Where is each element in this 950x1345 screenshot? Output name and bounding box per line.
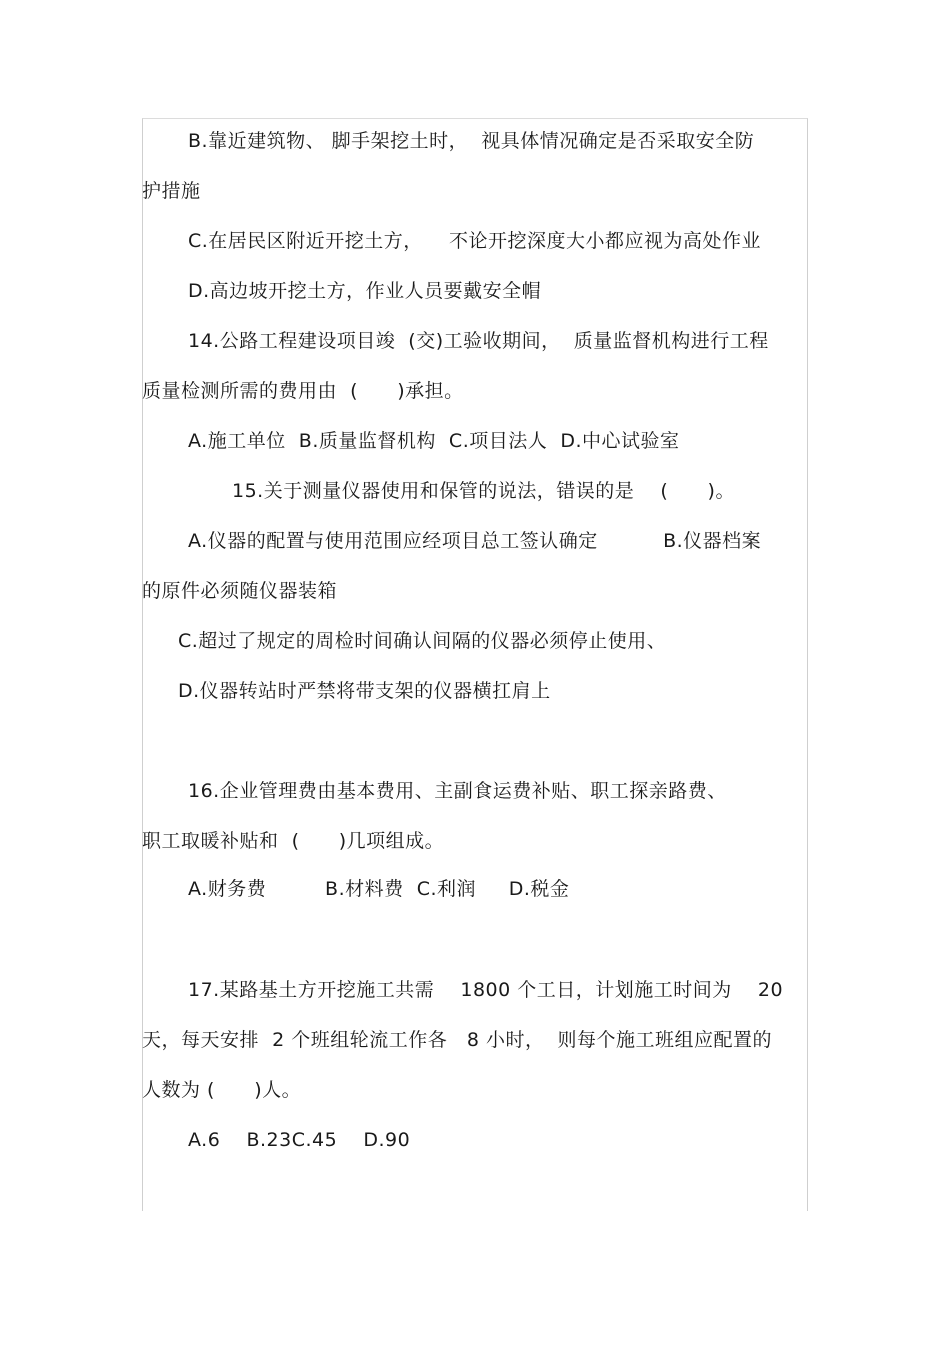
question-15: 15.关于测量仪器使用和保管的说法，错误的是 ( )。 (232, 480, 735, 502)
option-13d: D.高边坡开挖土方，作业人员要戴安全帽 (188, 280, 542, 302)
question-17-line3: 人数为 ( )人。 (142, 1079, 302, 1101)
option-13b-line2: 护措施 (142, 180, 201, 202)
option-13b-line1: B.靠近建筑物、 脚手架挖土时， 视具体情况确定是否采取安全防 (188, 130, 755, 152)
question-14-options: A.施工单位 B.质量监督机构 C.项目法人 D.中心试验室 (188, 430, 680, 452)
question-17-line2: 天，每天安排 2 个班组轮流工作各 8 小时， 则每个施工班组应配置的 (142, 1029, 773, 1051)
question-14-line1: 14.公路工程建设项目竣 (交)工验收期间， 质量监督机构进行工程 (188, 330, 769, 352)
question-16-options: A.财务费 B.材料费 C.利润 D.税金 (188, 878, 570, 900)
option-15d: D.仪器转站时严禁将带支架的仪器横扛肩上 (178, 680, 551, 702)
question-16-line1: 16.企业管理费由基本费用、主副食运费补贴、职工探亲路费、 (188, 780, 727, 802)
question-14-line2: 质量检测所需的费用由 ( )承担。 (142, 380, 464, 402)
question-17-line1: 17.某路基土方开挖施工共需 1800 个工日，计划施工时间为 20 (188, 979, 784, 1001)
option-15c: C.超过了规定的周检时间确认间隔的仪器必须停止使用、 (178, 630, 667, 652)
question-16-line2: 职工取暖补贴和 ( )几项组成。 (142, 830, 445, 852)
question-15-options-line1: A.仪器的配置与使用范围应经项目总工签认确定 B.仪器档案 (188, 530, 762, 552)
question-17-options: A.6 B.23C.45 D.90 (188, 1129, 411, 1151)
option-13c: C.在居民区附近开挖土方， 不论开挖深度大小都应视为高处作业 (188, 230, 761, 252)
question-15-options-line2: 的原件必须随仪器装箱 (142, 580, 338, 602)
